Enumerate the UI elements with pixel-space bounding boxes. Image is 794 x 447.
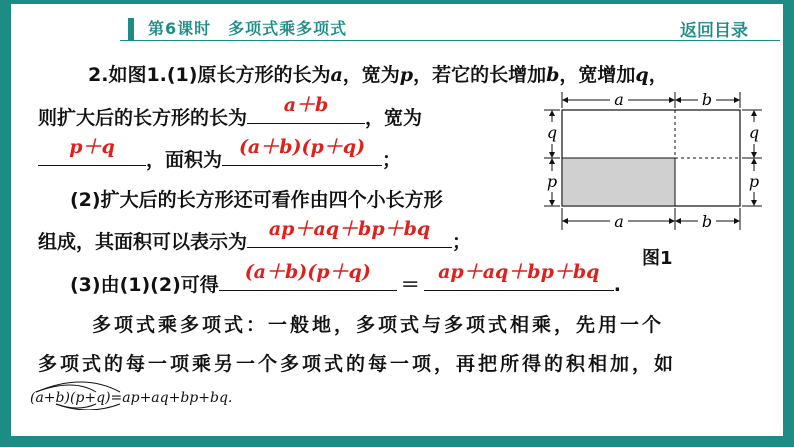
right-answer-blank — [424, 261, 614, 291]
line1-text: ，宽为 — [342, 64, 400, 86]
label-p-right: p — [748, 172, 760, 191]
label-a-bottom: a — [614, 212, 624, 231]
var-a: a — [330, 64, 343, 86]
label-q-left: q — [546, 123, 558, 142]
figure-caption: 图1 — [642, 248, 673, 269]
area-answer-blank — [222, 136, 382, 166]
label-b-top: b — [701, 90, 713, 109]
label-a-top: a — [614, 90, 624, 109]
problem-line-3 — [38, 136, 402, 172]
line2-text: 则扩大后的长方形的长为 — [38, 107, 248, 129]
area-answer: (a＋b)(p＋q) — [238, 136, 366, 158]
back-to-contents-link[interactable]: 返回目录 — [680, 21, 748, 41]
line3-text: ； — [382, 149, 402, 171]
var-q: q — [635, 64, 649, 86]
line1-text: ，宽增加 — [559, 64, 636, 86]
line3-text: ，面积为 — [146, 149, 223, 171]
left-answer: (a＋b)(p＋q) — [244, 261, 371, 283]
part2-text: ； — [452, 231, 472, 253]
length-answer-blank — [247, 94, 365, 124]
lesson-title: 第6课时 多项式乘多项式 — [148, 19, 348, 38]
line1-text: ，若它的长增加 — [413, 64, 547, 86]
var-b: b — [546, 64, 560, 86]
equals-sign: ＝ — [400, 274, 420, 296]
label-q-right: q — [748, 123, 760, 142]
summary-line-2: 多项式的每一项乘另一个多项式的每一项，再把所得的积相加，如 — [38, 353, 677, 375]
part3-text: . — [613, 274, 621, 296]
problem-line-2 — [38, 94, 423, 130]
part2-text: 组成，其面积可以表示为 — [38, 231, 248, 253]
example-formula: (a+b)(p+q)=ap+aq+bp+bq. — [30, 390, 233, 406]
figure-1-diagram — [540, 88, 776, 238]
line1-text: 2.如图1.(1)原长方形的长为 — [88, 64, 331, 86]
summary-line-1: 多项式乘多项式：一般地，多项式与多项式相乘，先用一个 — [92, 314, 665, 336]
line1-text: ， — [648, 64, 668, 86]
length-answer: a＋b — [283, 94, 329, 116]
width-answer-blank — [38, 136, 146, 166]
header-marker — [128, 18, 134, 40]
right-answer: ap＋aq＋bp＋bq — [438, 261, 600, 283]
var-p: p — [399, 64, 414, 86]
problem-line-1 — [88, 60, 668, 87]
label-p-left: p — [546, 172, 558, 191]
line2-text: ，宽为 — [365, 107, 423, 129]
problem-part2-line1: (2)扩大后的长方形还可看作由四个小长方形 — [70, 189, 443, 211]
left-answer-blank — [219, 261, 397, 291]
problem-part3 — [70, 261, 621, 297]
sum-answer: ap＋aq＋bp＋bq — [268, 218, 431, 240]
problem-part2-line2 — [38, 218, 472, 254]
width-answer: p＋q — [69, 136, 115, 158]
part3-text: (3)由(1)(2)可得 — [70, 274, 219, 296]
original-rectangle — [562, 158, 675, 206]
label-b-bottom: b — [701, 212, 713, 231]
sum-answer-blank — [247, 218, 452, 248]
